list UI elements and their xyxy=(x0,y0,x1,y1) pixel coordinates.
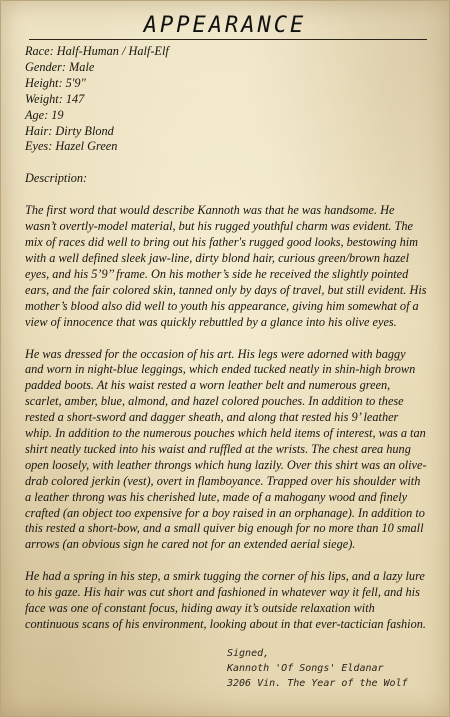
title-underline xyxy=(29,39,427,40)
signature-block xyxy=(227,646,408,691)
stat-gender: Gender: Male xyxy=(25,59,95,74)
stat-age: Age: 19 xyxy=(25,107,64,122)
signature-date: 3206 Vin. The Year of the Wolf xyxy=(227,678,408,689)
stat-weight: Weight: 147 xyxy=(25,91,85,106)
page-title: APPEARANCE xyxy=(143,13,307,38)
signature-name: Kannoth 'Of Songs' Eldanar xyxy=(227,663,384,674)
paragraph-demeanor: He had a spring in his step, a smirk tugging the corner of his lips, and a lazy lure to his gaze. His hair was cut short and fashioned in whatever way it fell, and his face was one of constant focus, hiding away it’s outside relaxation with continuous scans of his environment, looking about in that ever-tactician fashion. xyxy=(25,569,426,631)
stat-eyes: Eyes: Hazel Green xyxy=(25,139,118,154)
stat-hair: Hair: Dirty Blond xyxy=(25,123,114,138)
stat-height: Height: 5'9" xyxy=(25,75,86,90)
document-body xyxy=(25,44,427,633)
paragraph-attire: He was dressed for the occasion of his art. His legs were adorned with baggy and worn in night-blue leggings, which ended tucked neatly in shin-high brown padded boots. At his waist rested a worn leather belt and numerous green, scarlet, amber, blue, almond, and hazel colored pouches. In addition to these rested a short-sword and dagger sheath, and along that rested his 9’ leather whip. In addition to the numerous pouches which held items of interest, was a tan shirt neatly tucked into his waist and ruffled at the wrists. The chest area hung open loosely, with leather throngs which hung lazily. Over this shirt was an olive-drab colored jerkin (vest), overt in flamboyance. Trapped over his shoulder with a leather throng was his cherished lute, made of a mahogany wood and finely crafted (an object too expensive for a boy raised in an orphanage). In addition to this rested a short-bow, and a small quiver big enough for no more than 10 small arrows (an obvious sign he cared not for an extended aerial siege). xyxy=(25,346,427,552)
signature-signed: Signed, xyxy=(227,648,270,659)
stat-race: Race: Half-Human / Half-Elf xyxy=(25,44,169,58)
description-heading: Description: xyxy=(25,171,88,186)
paragraph-face: The first word that would describe Kannoth was that he was handsome. He wasn’t overtly-model material, but his rugged youthful charm was evident. The mix of races did well to bring out his father's rugged good looks, bestowing him with a well defined sleek jaw-line, dirty blond hair, curious green/brown hazel eyes, and his 5’9’’ frame. On his mother’s side he received the slightly pointed ears, and the fair colored skin, tanned only by days of travel, but still evident. His mother’s blood also did well to youth his appearance, giving him somewhat of a view of innocence that was quickly rebuttled by a glance into his olive eyes. xyxy=(25,203,427,329)
